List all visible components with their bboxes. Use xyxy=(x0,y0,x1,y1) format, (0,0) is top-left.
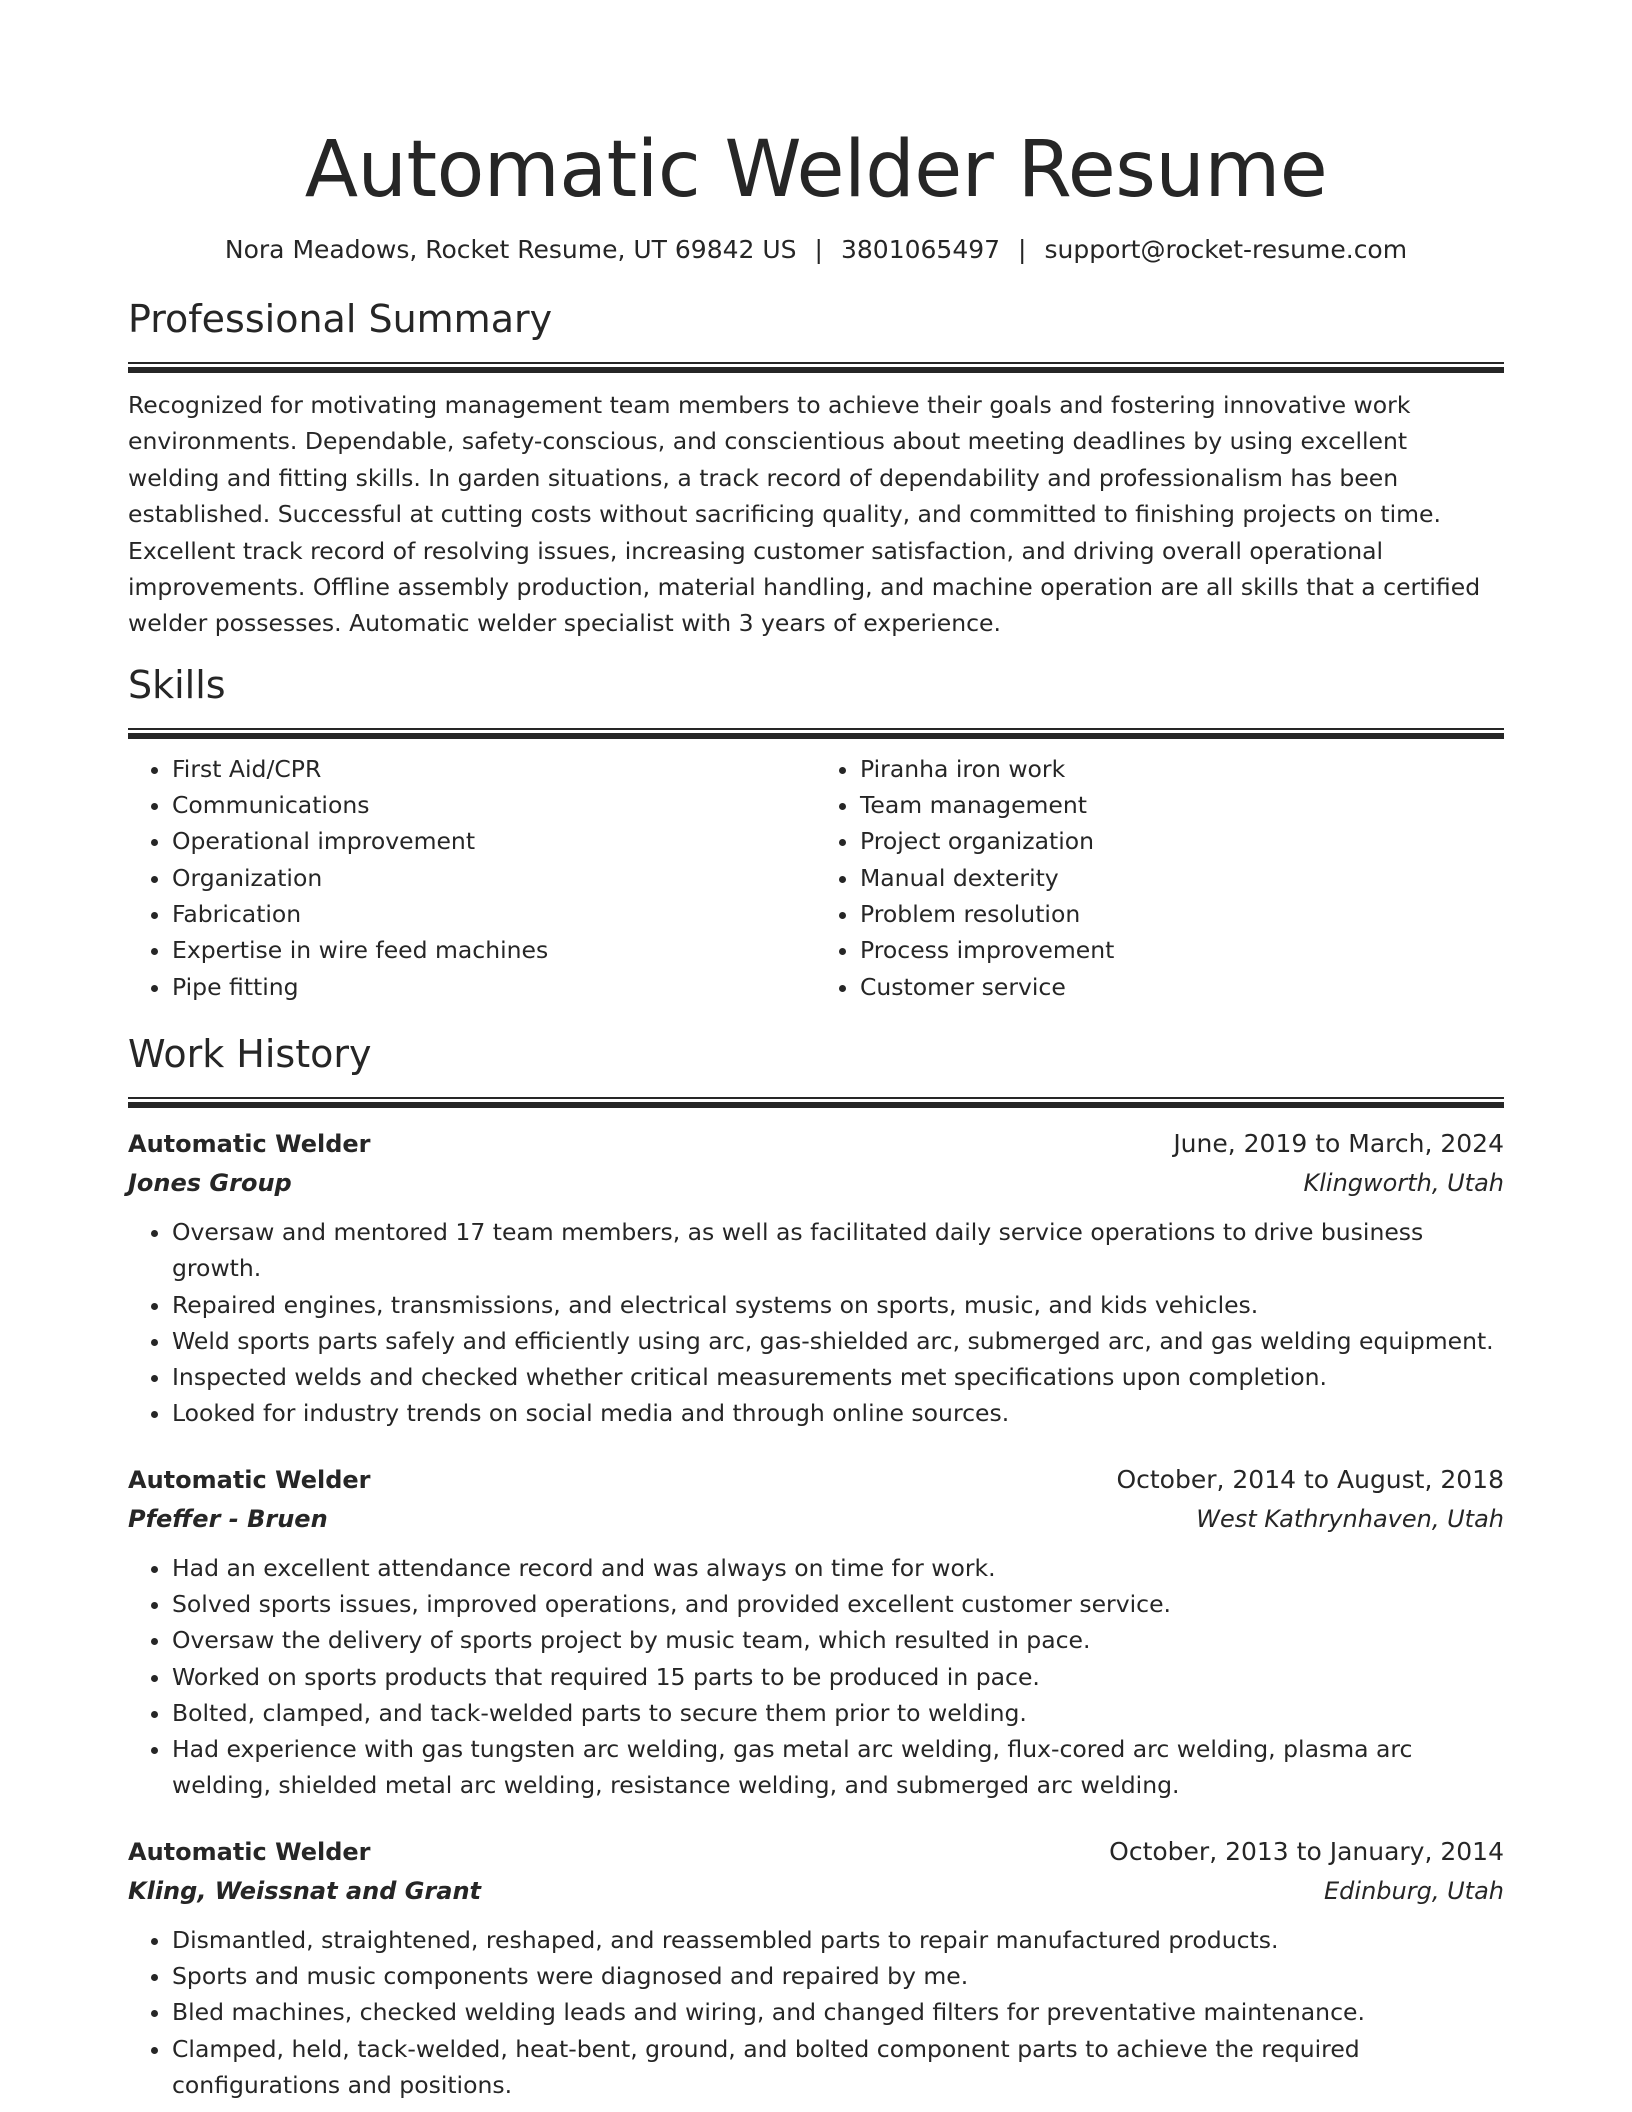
skills-columns xyxy=(128,751,1504,1005)
skill-item: • First Aid/CPR xyxy=(172,751,816,787)
skill-item: • Communications xyxy=(172,787,816,823)
skill-item: • Customer service xyxy=(860,969,1504,1005)
job-dates: October, 2013 to January, 2014 xyxy=(1109,1836,1504,1866)
job-bullet: • Inspected welds and checked whether critical measurements met specifications upon completion. xyxy=(172,1359,1504,1395)
job-bullet: • Had an excellent attendance record and was always on time for work. xyxy=(172,1550,1504,1586)
job-company: Kling, Weissnat and Grant xyxy=(128,1876,482,1905)
job-bullet: • Sports and music components were diagnosed and repaired by me. xyxy=(172,1958,1504,1994)
job-bullets xyxy=(128,1214,1504,1432)
skill-item: • Organization xyxy=(172,860,816,896)
section-divider xyxy=(128,362,1504,373)
contact-line xyxy=(128,234,1504,266)
contact-phone: 3801065497 xyxy=(840,235,1001,264)
job-title: Automatic Welder xyxy=(128,1465,371,1494)
skill-item: • Expertise in wire feed machines xyxy=(172,932,816,968)
job-header-row xyxy=(128,1460,1504,1500)
skill-item: • Project organization xyxy=(860,823,1504,859)
job-location: Edinburg, Utah xyxy=(1324,1876,1504,1905)
job-bullet: • Worked on sports products that required 15 parts to be produced in pace. xyxy=(172,1659,1504,1695)
contact-address: Nora Meadows, Rocket Resume, UT 69842 US xyxy=(224,235,797,264)
job-bullet: • Dismantled, straightened, reshaped, and reassembled parts to repair manufactured products. xyxy=(172,1922,1504,1958)
job-bullet: • Bled machines, checked welding leads and wiring, and changed filters for preventative maintenance. xyxy=(172,1994,1504,2030)
skills-list-left xyxy=(128,751,816,1005)
job-header-row xyxy=(128,1124,1504,1164)
job-location: Klingworth, Utah xyxy=(1303,1168,1504,1197)
summary-section xyxy=(128,296,1504,642)
resume-title: Automatic Welder Resume xyxy=(304,125,1328,215)
job-company: Pfeffer - Bruen xyxy=(128,1504,328,1533)
job-bullets xyxy=(128,1922,1504,2103)
job-bullet: • Weld sports parts safely and efficiently using arc, gas-shielded arc, submerged arc, and gas welding equipment. xyxy=(172,1323,1504,1359)
resume-page xyxy=(128,0,1504,2103)
skill-item: • Fabrication xyxy=(172,896,816,932)
summary-heading: Professional Summary xyxy=(128,297,553,341)
job-header-row xyxy=(128,1832,1504,1872)
skill-item: • Operational improvement xyxy=(172,823,816,859)
job-dates: October, 2014 to August, 2018 xyxy=(1116,1464,1504,1494)
job-bullet: • Bolted, clamped, and tack-welded parts to secure them prior to welding. xyxy=(172,1695,1504,1731)
work-heading: Work History xyxy=(128,1031,372,1076)
job-entry xyxy=(128,1124,1504,1432)
contact-separator: | xyxy=(1018,235,1027,264)
job-bullet: • Solved sports issues, improved operations, and provided excellent customer service. xyxy=(172,1586,1504,1622)
skills-list-right xyxy=(816,751,1504,1005)
contact-separator: | xyxy=(814,235,823,264)
job-company: Jones Group xyxy=(128,1168,292,1197)
job-dates: June, 2019 to March, 2024 xyxy=(1173,1128,1504,1158)
skills-section xyxy=(128,662,1504,1005)
summary-text: Recognized for motivating management team members to achieve their goals and fostering innovative work environments. Dependable, safety-conscious, and conscientious about meeting deadlines by using excellent welding and fitting skills. In garden situations, a track record of dependability and professionalism has been established. Successful at cutting costs without sacrificing quality, and committed to finishing projects on time. Excellent track record of resolving issues, increasing customer satisfaction, and driving overall operational improvements. Offline assembly production, material handling, and machine operation are all skills that a certified welder possesses. Automatic welder specialist with 3 years of experience. xyxy=(128,391,1481,638)
skill-item: • Problem resolution xyxy=(860,896,1504,932)
work-section xyxy=(128,1031,1504,2103)
job-bullet: • Looked for industry trends on social media and through online sources. xyxy=(172,1395,1504,1431)
job-bullet: • Had experience with gas tungsten arc welding, gas metal arc welding, flux-cored arc welding, plasma arc welding, shielded metal arc welding, resistance welding, and submerged arc welding. xyxy=(172,1731,1504,1804)
job-location: West Kathrynhaven, Utah xyxy=(1196,1504,1504,1533)
skill-item: • Piranha iron work xyxy=(860,751,1504,787)
job-bullet: • Repaired engines, transmissions, and electrical systems on sports, music, and kids vehicles. xyxy=(172,1287,1504,1323)
skill-item: • Pipe fitting xyxy=(172,969,816,1005)
contact-email: support@rocket-resume.com xyxy=(1044,235,1408,264)
job-bullet: • Oversaw and mentored 17 team members, as well as facilitated daily service operations to drive business growth. xyxy=(172,1214,1504,1287)
job-bullet: • Clamped, held, tack-welded, heat-bent, ground, and bolted component parts to achieve the required configurations and positions. xyxy=(172,2031,1504,2104)
section-divider xyxy=(128,1097,1504,1108)
section-divider xyxy=(128,728,1504,739)
job-bullets xyxy=(128,1550,1504,1804)
job-entry xyxy=(128,1460,1504,1804)
job-company-row xyxy=(128,1872,1504,1910)
skills-heading: Skills xyxy=(128,662,226,707)
job-entry xyxy=(128,1832,1504,2103)
skill-item: • Process improvement xyxy=(860,932,1504,968)
job-company-row xyxy=(128,1164,1504,1202)
job-bullet: • Oversaw the delivery of sports project by music team, which resulted in pace. xyxy=(172,1622,1504,1658)
skill-item: • Team management xyxy=(860,787,1504,823)
job-title: Automatic Welder xyxy=(128,1129,371,1158)
job-title: Automatic Welder xyxy=(128,1837,371,1866)
job-company-row xyxy=(128,1500,1504,1538)
skill-item: • Manual dexterity xyxy=(860,860,1504,896)
